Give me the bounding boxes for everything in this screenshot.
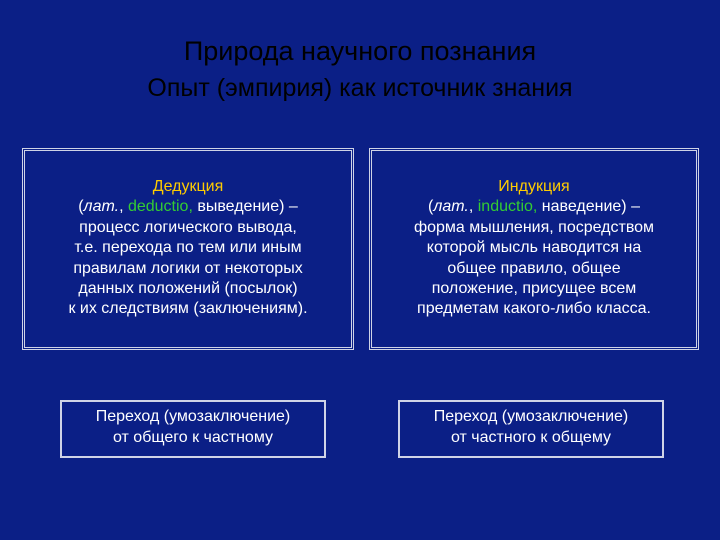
deduction-lat-rest: выведение) – xyxy=(192,198,298,216)
induction-lat-abbr: лат. xyxy=(433,198,469,216)
induction-latin-line xyxy=(372,197,696,217)
induction-latin-term: inductio, xyxy=(477,198,538,216)
deduction-heading: Дедукция xyxy=(152,178,224,195)
deduction-latin-line xyxy=(25,197,351,217)
induction-lat-rest: наведение) – xyxy=(537,198,640,216)
deduction-lat-abbr: лат. xyxy=(83,198,120,216)
deduction-transition-line: Переход (умозаключение) xyxy=(95,408,291,425)
deduction-transition-box xyxy=(60,400,326,458)
deduction-latin-term: deductio, xyxy=(127,198,193,216)
deduction-lat-open: ( xyxy=(78,198,84,216)
deduction-definition-box xyxy=(22,148,354,350)
deduction-transition-line: от общего к частному xyxy=(112,429,273,446)
induction-text-line: которой мысль наводится на xyxy=(426,239,642,257)
induction-transition-line: от частного к общему xyxy=(450,429,611,446)
deduction-text-line: процесс логического вывода, xyxy=(79,218,297,236)
deduction-text-line: правилам логики от некоторых xyxy=(73,259,303,277)
page-subtitle: Опыт (эмпирия) как источник знания xyxy=(147,74,573,102)
deduction-text-line: данных положений (посылок) xyxy=(78,280,298,298)
induction-heading: Индукция xyxy=(498,178,570,195)
induction-text-line: положение, присущее всем xyxy=(431,280,637,298)
induction-transition-box xyxy=(398,400,664,458)
induction-text-line: предметам какого-либо класса. xyxy=(417,300,651,318)
induction-lat-open: ( xyxy=(428,198,434,216)
induction-transition-line: Переход (умозаключение) xyxy=(433,408,629,425)
deduction-text-line: т.е. перехода по тем или иным xyxy=(74,239,302,257)
deduction-text-line: к их следствиям (заключениям). xyxy=(68,300,308,318)
page-title: Природа научного познания xyxy=(183,36,537,66)
deduction-lat-sep: , xyxy=(119,198,128,216)
induction-lat-sep: , xyxy=(468,198,478,216)
induction-definition-box xyxy=(369,148,699,350)
induction-text-line: форма мышления, посредством xyxy=(413,218,655,236)
induction-text-line: общее правило, общее xyxy=(447,259,621,277)
